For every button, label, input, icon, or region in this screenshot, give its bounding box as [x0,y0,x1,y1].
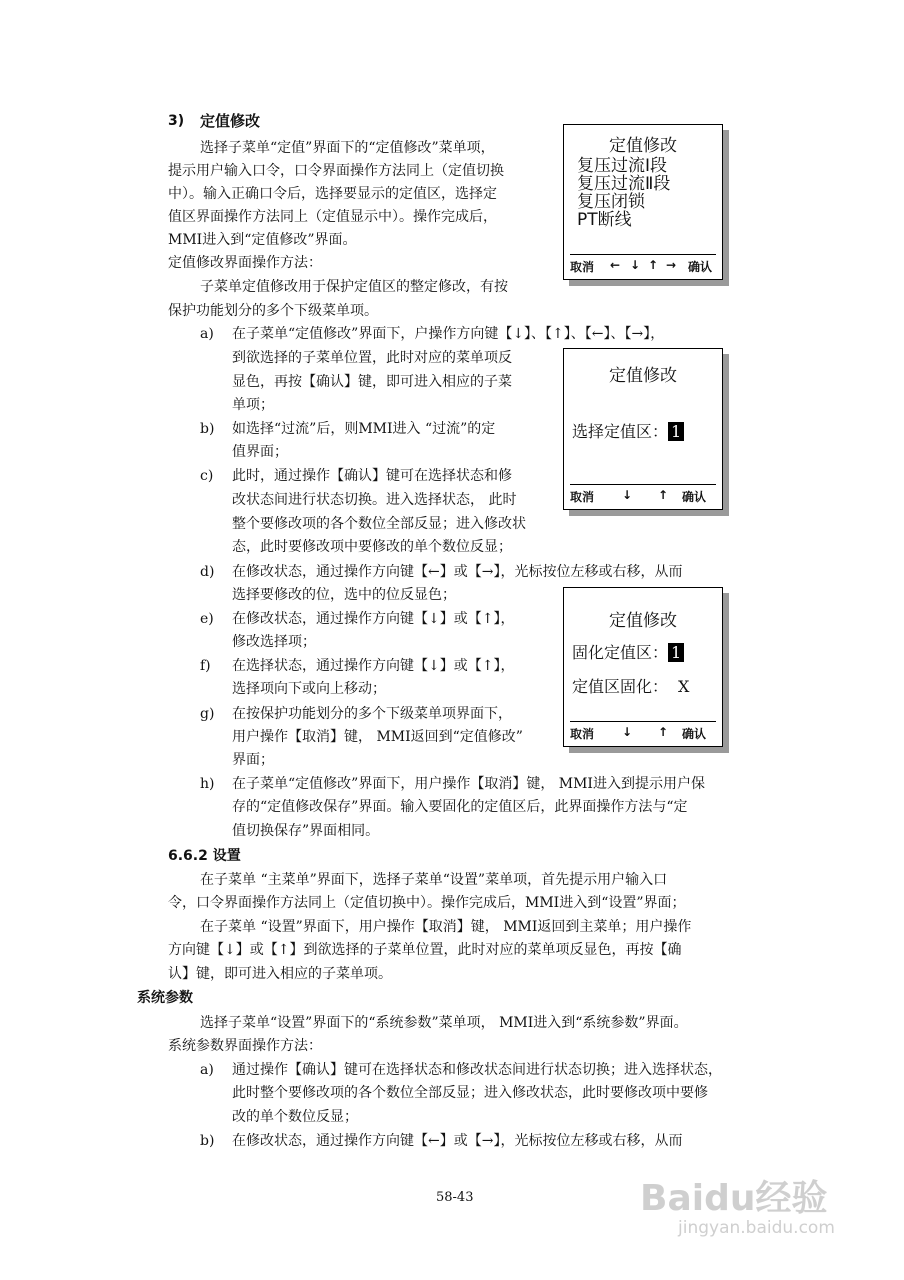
watermark-brand: Baidu经验 [640,1178,828,1219]
paragraph-line: 选择子菜单“设置”界面下的“系统参数”菜单项， MMI进入到“系统参数”界面。 [200,1015,688,1031]
item-label: d) [200,564,215,580]
section-title: 定值修改 [200,112,261,130]
zone-solidify-row [572,674,689,697]
zone-prompt-label: 选择定值区： [572,422,669,441]
intro-line: 值区界面操作方法同上（定值显示中）。操作完成后， [168,209,497,225]
item-line: 整个要修改项的各个数位全部反显；进入修改状 [232,516,526,532]
item-line: 在修改状态，通过操作方向键【←】或【→】，光标按位左移或右移，从而 [232,564,683,580]
paragraph-line: 在子菜单 “主菜单”界面下，选择子菜单“设置”菜单项，首先提示用户输入口 [200,872,668,888]
item-line: 显色，再按【确认】键，即可进入相应的子菜 [232,374,512,390]
up-arrow-icon: ↑ [658,488,669,502]
item-line: 值界面； [232,444,288,460]
intro-line: 定值修改界面操作方法： [168,255,322,271]
item-line: 在选择状态，通过操作方向键【↓】或【↑】， [232,658,515,674]
item-line: 在修改状态，通过操作方向键【←】或【→】，光标按位左移或右移，从而 [232,1133,683,1149]
screen-title: 定值修改 [609,136,677,156]
confirm-key: 确认 [682,727,707,741]
intro-line: 子菜单定值修改用于保护定值区的整定修改，有按 [200,279,508,295]
item-line: 修改选择项； [232,634,316,650]
paragraph-line: 在子菜单 “设置”界面下，用户操作【取消】键， MMI返回到主菜单；用户操作 [200,919,692,935]
menu-item: 复压过流Ⅱ段 [577,174,671,194]
cancel-key: 取消 [570,727,595,741]
item-line: 改状态间进行状态切换。进入选择状态， 此时 [232,492,517,508]
down-arrow-icon: ↓ [630,258,641,272]
watermark-url: jingyan.baidu.com [678,1218,835,1238]
item-line: 存的“定值修改保存”界面。输入要固化的定值区后，此界面操作方法与“定 [232,799,688,815]
section-number: 3) [168,113,185,129]
item-line: 在子菜单“定值修改”界面下，用户操作【取消】键， MMI进入到提示用户保 [232,776,705,792]
item-line: 通过操作【确认】键可在选择状态和修改状态间进行状态切换；进入选择状态， [232,1062,722,1078]
zone-value: 1 [668,422,684,441]
item-line: 到欲选择的子菜单位置，此时对应的菜单项反 [232,350,512,366]
item-label: a) [200,326,214,342]
up-arrow-icon: ↑ [658,725,669,739]
intro-line: 提示用户输入口令，口令界面操作方法同上（定值切换 [168,163,504,179]
item-label: e) [200,611,214,627]
lcd-screen-select-zone [563,348,723,510]
item-label: g) [200,706,215,722]
section-heading: 6.6.2 设置 [168,848,241,864]
item-line: 态，此时要修改项中要修改的单个数位反显； [232,539,512,555]
paragraph-line: 系统参数界面操作方法： [168,1038,322,1054]
item-line: 界面； [232,752,274,768]
left-arrow-icon: ← [610,258,621,272]
cancel-key: 取消 [570,490,595,504]
screen-title: 定值修改 [609,366,677,386]
item-line: 用户操作【取消】键， MMI返回到“定值修改” [232,729,523,745]
item-line: 此时，通过操作【确认】键可在选择状态和修 [232,468,512,484]
screen-key-bar [570,721,716,742]
item-line: 如选择“过流”后，则MMI进入 “过流”的定 [232,421,496,437]
paragraph-line: 认】键，即可进入相应的子菜单项。 [168,966,392,982]
item-line: 此时整个要修改项的各个数位全部反显；进入修改状态，此时要修改项中要修 [232,1085,708,1101]
item-line: 单项； [232,397,274,413]
lcd-screen-menu [563,124,723,280]
item-line: 在子菜单“定值修改”界面下，户操作方向键【↓】、【↑】、【←】、【→】， [232,326,665,342]
paragraph-line: 方向键【↓】或【↑】到欲选择的子菜单位置，此时对应的菜单项反显色，再按【确 [168,942,682,958]
screen-menu-list [577,157,670,229]
item-line: 选择要修改的位，选中的位反显色； [232,587,456,603]
up-arrow-icon: ↑ [648,258,659,272]
zone-prompt [572,419,684,442]
down-arrow-icon: ↓ [622,725,633,739]
menu-item: PT断线 [577,210,632,230]
right-arrow-icon: → [666,258,677,272]
confirm-key: 确认 [688,260,713,274]
solidify-label: 固化定值区： [572,643,669,662]
paragraph-line: 令，口令界面操作方法同上（定值切换中）。操作完成后，MMI进入到“设置”界面； [168,895,686,911]
intro-line: 保护功能划分的多个下级菜单项。 [168,303,378,319]
item-line: 在按保护功能划分的多个下级菜单项界面下， [232,706,512,722]
cancel-key: 取消 [570,260,595,274]
confirm-key: 确认 [682,490,707,504]
lcd-screen-solidify-zone [563,587,723,747]
screen-key-bar [570,254,716,275]
intro-line: 选择子菜单“定值”界面下的“定值修改”菜单项， [200,140,495,156]
item-line: 改的单个数位反显； [232,1109,358,1125]
solidify-value: 1 [668,643,684,662]
intro-line: 中）。输入正确口令后，选择要显示的定值区，选择定 [168,186,497,202]
item-line: 值切换保存”界面相同。 [232,823,380,839]
item-label: f) [200,658,211,674]
menu-item: 复压闭锁 [577,192,645,212]
zone-solidify-label: 定值区固化： [572,677,669,696]
zone-solidify-value: X [678,677,690,696]
item-line: 选择项向下或向上移动； [232,681,386,697]
screen-key-bar [570,484,716,505]
page-number: 58-43 [436,1190,474,1205]
item-label: b) [200,1133,215,1149]
item-label: a) [200,1062,214,1078]
item-label: b) [200,421,215,437]
item-label: h) [200,776,215,792]
item-label: c) [200,468,214,484]
section-heading: 系统参数 [137,990,193,1006]
intro-line: MMI进入到“定值修改”界面。 [168,232,357,248]
solidify-row [572,640,684,663]
item-line: 在修改状态，通过操作方向键【↓】或【↑】， [232,611,515,627]
menu-item: 复压过流Ⅰ段 [577,156,668,176]
down-arrow-icon: ↓ [622,488,633,502]
screen-title: 定值修改 [609,611,677,631]
